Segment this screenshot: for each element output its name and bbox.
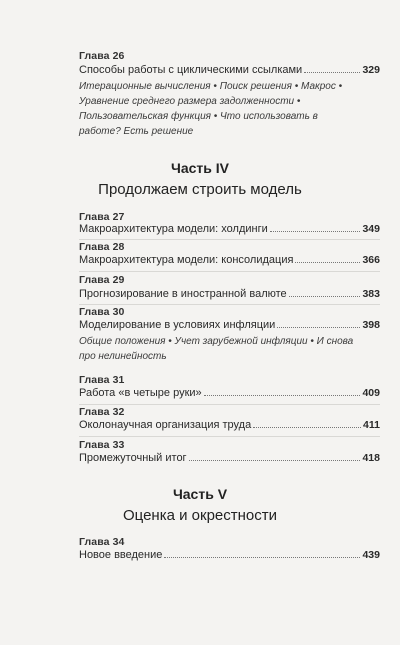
chapter-29-title: Прогнозирование в иностранной валюте bbox=[79, 288, 287, 300]
chapter-28-heading: Глава 28 bbox=[79, 241, 125, 253]
toc-entry-chapter-30[interactable] bbox=[79, 319, 380, 333]
part-5-title: Оценка и окрестности bbox=[123, 507, 277, 524]
part-4-title: Продолжаем строить модель bbox=[98, 181, 302, 198]
leader-dots bbox=[189, 460, 361, 461]
divider bbox=[79, 304, 380, 305]
divider bbox=[79, 271, 380, 272]
leader-dots bbox=[304, 72, 360, 73]
toc-entry-chapter-34[interactable] bbox=[79, 549, 380, 563]
chapter-29-heading: Глава 29 bbox=[79, 274, 125, 286]
toc-entry-chapter-28[interactable] bbox=[79, 254, 380, 268]
toc-entry-chapter-33[interactable] bbox=[79, 452, 380, 466]
chapter-26-title: Способы работы с циклическими ссылками bbox=[79, 64, 303, 76]
chapter-28-title: Макроархитектура модели: консолидация bbox=[79, 254, 294, 266]
chapter-26-subtopics: Итерационные вычисления • Поиск решения • Макрос • Уравнение среднего размера задолженности • Пользовательская функция • Что использовать в работе? Есть решение bbox=[79, 81, 343, 137]
chapter-32-page: 411 bbox=[363, 419, 380, 431]
divider bbox=[79, 239, 380, 240]
toc-entry-chapter-32[interactable] bbox=[79, 419, 380, 433]
leader-dots bbox=[204, 395, 361, 396]
chapter-34-title: Новое введение bbox=[79, 549, 163, 561]
chapter-26-page: 329 bbox=[362, 64, 380, 76]
toc-entry-chapter-27[interactable] bbox=[79, 223, 380, 237]
chapter-30-subtopics: Общие положения • Учет зарубежной инфляции • И снова про нелинейность bbox=[79, 336, 354, 362]
divider bbox=[79, 436, 380, 437]
leader-dots bbox=[289, 296, 361, 297]
chapter-26-heading: Глава 26 bbox=[79, 50, 125, 62]
toc-entry-chapter-29[interactable] bbox=[79, 288, 380, 302]
part-4-number: Часть IV bbox=[171, 160, 229, 176]
part-5-number: Часть V bbox=[172, 486, 228, 502]
chapter-34-heading: Глава 34 bbox=[79, 536, 125, 548]
leader-dots bbox=[270, 231, 361, 232]
chapter-27-title: Макроархитектура модели: холдинги bbox=[79, 223, 268, 235]
leader-dots bbox=[253, 427, 361, 428]
chapter-31-heading: Глава 31 bbox=[79, 374, 125, 386]
chapter-32-heading: Глава 32 bbox=[79, 406, 125, 418]
chapter-32-title: Околонаучная организация труда bbox=[79, 419, 252, 431]
leader-dots bbox=[295, 262, 360, 263]
chapter-27-heading: Глава 27 bbox=[79, 211, 125, 223]
chapter-30-title: Моделирование в условиях инфляции bbox=[79, 319, 276, 331]
chapter-30-page: 398 bbox=[362, 319, 380, 331]
divider bbox=[79, 404, 380, 405]
chapter-29-page: 383 bbox=[362, 288, 380, 300]
chapter-30-heading: Глава 30 bbox=[79, 306, 125, 318]
chapter-34-page: 439 bbox=[362, 549, 380, 561]
leader-dots bbox=[164, 557, 360, 558]
toc-entry-chapter-31[interactable] bbox=[79, 387, 380, 401]
chapter-31-title: Работа «в четыре руки» bbox=[79, 387, 202, 399]
chapter-33-title: Промежуточный итог bbox=[79, 452, 187, 464]
toc-entry-chapter-26[interactable] bbox=[79, 64, 380, 78]
chapter-33-heading: Глава 33 bbox=[79, 439, 125, 451]
chapter-31-page: 409 bbox=[362, 387, 380, 399]
chapter-28-page: 366 bbox=[362, 254, 380, 266]
chapter-33-page: 418 bbox=[362, 452, 380, 464]
chapter-27-page: 349 bbox=[362, 223, 380, 235]
leader-dots bbox=[277, 327, 360, 328]
